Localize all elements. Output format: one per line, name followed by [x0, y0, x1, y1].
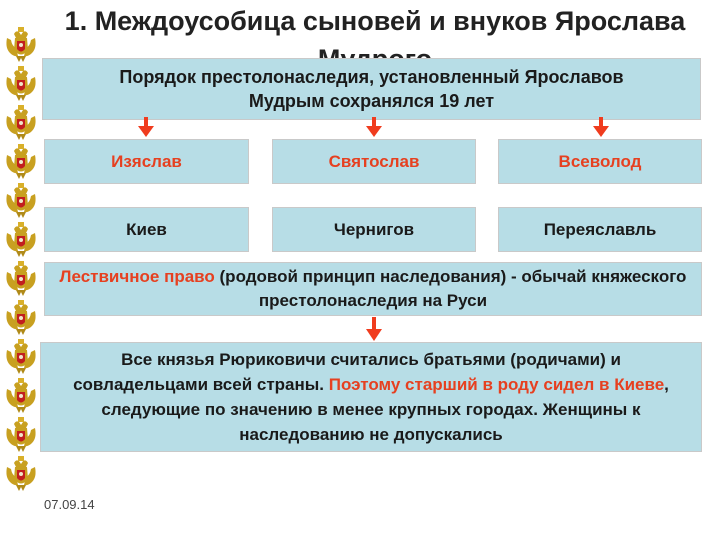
double-headed-eagle-icon [4, 299, 38, 338]
arrow-down-icon [593, 117, 609, 137]
bottom-text-part3: , следующие по значению в менее крупных городах. Женщины к наследованию не допускались [101, 375, 669, 444]
top-box-text: Порядок престолонаследия, установленный Ярославов Мудрым сохранялся 19 лет [119, 67, 624, 111]
bottom-text-highlight: Поэтому старший в роду сидел в Киеве [328, 375, 665, 394]
slide-title: 1. Междоусобица сыновей и внуков Ярослава [64, 6, 686, 36]
city-name: Киев [126, 219, 167, 239]
city-box-chernigov [272, 207, 476, 252]
double-headed-eagle-icon [4, 182, 38, 221]
ladder-law-rest: (родовой принцип наследования) - обычай княжеского престолонаследия на Руси [214, 267, 687, 310]
emblem-column [4, 26, 38, 494]
bottom-box-text [55, 347, 687, 447]
son-box-svyatoslav [272, 139, 476, 184]
ladder-law-text [57, 265, 689, 313]
bottom-box [40, 342, 702, 452]
double-headed-eagle-icon [4, 104, 38, 143]
top-box [42, 58, 701, 120]
double-headed-eagle-icon [4, 143, 38, 182]
double-headed-eagle-icon [4, 377, 38, 416]
double-headed-eagle-icon [4, 65, 38, 104]
city-name: Переяславль [543, 219, 657, 239]
son-box-vsevolod [498, 139, 702, 184]
ladder-law-term: Лествичное право [59, 267, 215, 286]
son-box-izyaslav [44, 139, 249, 184]
arrow-down-icon [138, 117, 154, 137]
son-name: Изяслав [111, 151, 182, 171]
son-name: Всеволод [558, 151, 642, 171]
footer-date: 07.09.14 [44, 497, 95, 512]
double-headed-eagle-icon [4, 221, 38, 260]
city-box-pereyaslavl [498, 207, 702, 252]
city-box-kiev [44, 207, 249, 252]
arrow-down-icon [366, 317, 382, 341]
double-headed-eagle-icon [4, 26, 38, 65]
arrow-down-icon [366, 117, 382, 137]
son-name: Святослав [328, 151, 420, 171]
double-headed-eagle-icon [4, 338, 38, 377]
double-headed-eagle-icon [4, 260, 38, 299]
double-headed-eagle-icon [4, 416, 38, 455]
city-name: Чернигов [333, 219, 415, 239]
ladder-law-box [44, 262, 702, 316]
double-headed-eagle-icon [4, 455, 38, 494]
bottom-text-part1: Все князья Рюриковичи считались братьями (родичами) и совладельцами всей страны. [73, 350, 621, 394]
